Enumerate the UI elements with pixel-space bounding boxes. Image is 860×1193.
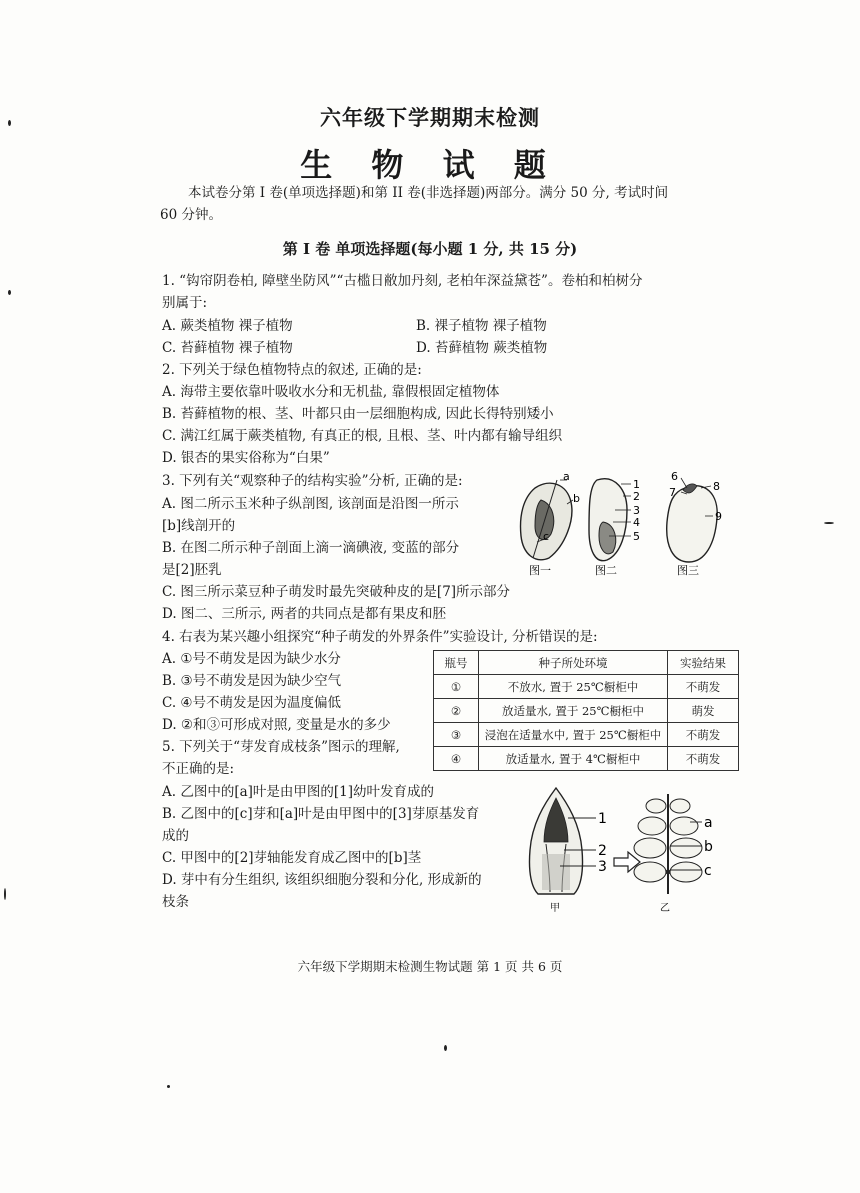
exam-intro [160, 182, 740, 226]
fig1-label-c: c [543, 530, 550, 543]
q4-stem: 4. 右表为某兴趣小组探究“种子萌发的外界条件”实验设计, 分析错误的是: [162, 629, 598, 645]
q1-option-c: C. 苔藓植物 裸子植物 [162, 340, 293, 356]
q1-option-d: D. 苔藓植物 蕨类植物 [416, 340, 548, 356]
germination-table [433, 650, 739, 771]
table-cell: 放适量水, 置于 25℃橱柜中 [479, 699, 668, 723]
q2-option-a: A. 海带主要依靠叶吸收水分和无机盐, 靠假根固定植物体 [162, 384, 500, 400]
table-header-row [434, 651, 739, 675]
q4-option-d: D. ②和③可形成对照, 变量是水的多少 [162, 717, 391, 733]
table-cell: 不放水, 置于 25℃橱柜中 [479, 675, 668, 699]
jia-label-2: 2 [598, 843, 607, 859]
fig3-label-6: 6 [671, 470, 678, 483]
fig1-label-b: b [573, 492, 580, 505]
q5-option-c: C. 甲图中的[2]芽轴能发育成乙图中的[b]茎 [162, 850, 422, 866]
bud-branch-figure [520, 784, 750, 914]
fig2-label-5: 5 [633, 530, 640, 543]
q4-option-b: B. ③号不萌发是因为缺少空气 [162, 673, 342, 689]
bud-section [529, 788, 596, 894]
q1-option-b: B. 裸子植物 裸子植物 [416, 318, 547, 334]
fig1-label-a: a [563, 470, 570, 483]
q3-option-a-line1: A. 图二所示玉米种子纵剖图, 该剖面是沿图一所示 [162, 496, 459, 512]
q2-stem: 2. 下列关于绿色植物特点的叙述, 正确的是: [162, 362, 422, 378]
fig3-label-7: 7 [669, 486, 676, 499]
table-cell: ① [434, 675, 479, 699]
exam-title: 六年级下学期期末检测 [320, 105, 540, 130]
table-cell: 萌发 [668, 699, 739, 723]
table-row [434, 675, 739, 699]
table-cell: ② [434, 699, 479, 723]
section-title: 第 I 卷 单项选择题(每小题 1 分, 共 15 分) [282, 240, 578, 258]
table-header: 实验结果 [668, 651, 739, 675]
q2-option-d: D. 银杏的果实俗称为“白果” [162, 450, 330, 466]
q5-option-b-line1: B. 乙图中的[c]芽和[a]叶是由甲图中的[3]芽原基发育 [162, 806, 480, 822]
page-footer: 六年级下学期期末检测生物试题 第 1 页 共 6 页 [297, 959, 563, 974]
table-row [434, 699, 739, 723]
table-header: 种子所处环境 [479, 651, 668, 675]
table-cell: 不萌发 [668, 747, 739, 771]
scan-speck [444, 1045, 447, 1051]
corn-seed-section [589, 479, 631, 561]
q3-option-d: D. 图二、三所示, 两者的共同点是都有果皮和胚 [162, 606, 447, 622]
fig2-label-1: 1 [633, 478, 640, 491]
q1-stem-line2: 别属于: [162, 295, 208, 311]
q5-option-b-line2: 成的 [162, 828, 189, 844]
fig3-label-9: 9 [715, 510, 722, 523]
subject-title: 生 物 试 题 [300, 146, 560, 184]
yi-label-b: b [704, 839, 713, 855]
table-row [434, 723, 739, 747]
q5-option-d-line2: 枝条 [162, 894, 189, 910]
q1-option-a: A. 蕨类植物 裸子植物 [162, 318, 293, 334]
table-cell: 不萌发 [668, 675, 739, 699]
q1-stem-line1: 1. “钩帘阴卷柏, 障壁坐防风”“古槛日敝加丹刻, 老柏年深益黛苍”。卷柏和柏树分 [162, 273, 643, 289]
yi-label-c: c [704, 863, 712, 879]
fig2-label-3: 3 [633, 504, 640, 517]
corn-seed-exterior [521, 480, 573, 560]
jia-caption: 甲 [550, 903, 560, 914]
jia-label-1: 1 [598, 811, 607, 827]
q3-option-c: C. 图三所示菜豆种子萌发时最先突破种皮的是[7]所示部分 [162, 584, 511, 600]
table-cell: 不萌发 [668, 723, 739, 747]
q3-option-a-line2: [b]线剖开的 [162, 518, 236, 534]
scan-speck [8, 290, 11, 295]
q4-option-c: C. ④号不萌发是因为温度偏低 [162, 695, 342, 711]
q3-option-b-line1: B. 在图二所示种子剖面上滴一滴碘液, 变蓝的部分 [162, 540, 460, 556]
q2-option-c: C. 满江红属于蕨类植物, 有真正的根, 且根、茎、叶内都有输导组织 [162, 428, 563, 444]
q2-option-b: B. 苔藓植物的根、茎、叶都只由一层细胞构成, 因此长得特别矮小 [162, 406, 554, 422]
fig3-caption: 图三 [677, 564, 699, 577]
table-cell: ④ [434, 747, 479, 771]
fig2-label-4: 4 [633, 516, 640, 529]
branch-drawing [634, 794, 702, 894]
table-cell: 浸泡在适量水中, 置于 25℃橱柜中 [479, 723, 668, 747]
seed-structure-figure [505, 470, 745, 580]
scan-speck [8, 120, 11, 126]
jia-label-3: 3 [598, 859, 607, 875]
table-header: 瓶号 [434, 651, 479, 675]
scan-speck [167, 1085, 170, 1088]
scan-speck [4, 888, 6, 900]
q5-stem-line1: 5. 下列关于“芽发育成枝条”图示的理解, [162, 739, 400, 755]
q5-option-d-line1: D. 芽中有分生组织, 该组织细胞分裂和分化, 形成新的 [162, 872, 482, 888]
fig1-caption: 图一 [529, 564, 551, 577]
scan-speck [824, 522, 834, 524]
intro-line-2: 60 分钟。 [160, 207, 222, 223]
yi-caption: 乙 [660, 903, 670, 914]
q3-option-b-line2: 是[2]胚乳 [162, 562, 222, 578]
table-cell: ③ [434, 723, 479, 747]
q3-stem: 3. 下列有关“观察种子的结构实验”分析, 正确的是: [162, 473, 463, 489]
q5-stem-line2: 不正确的是: [162, 761, 235, 777]
q5-option-a: A. 乙图中的[a]叶是由甲图的[1]幼叶发育成的 [162, 784, 435, 800]
fig2-caption: 图二 [595, 564, 617, 577]
intro-line-1: 本试卷分第 I 卷(单项选择题)和第 II 卷(非选择题)两部分。满分 50 分, 考试时间 [188, 185, 669, 201]
q4-option-a: A. ①号不萌发是因为缺少水分 [162, 651, 341, 667]
fig3-label-8: 8 [713, 480, 720, 493]
yi-label-a: a [704, 815, 713, 831]
fig2-label-2: 2 [633, 490, 640, 503]
table-row [434, 747, 739, 771]
table-cell: 放适量水, 置于 4℃橱柜中 [479, 747, 668, 771]
